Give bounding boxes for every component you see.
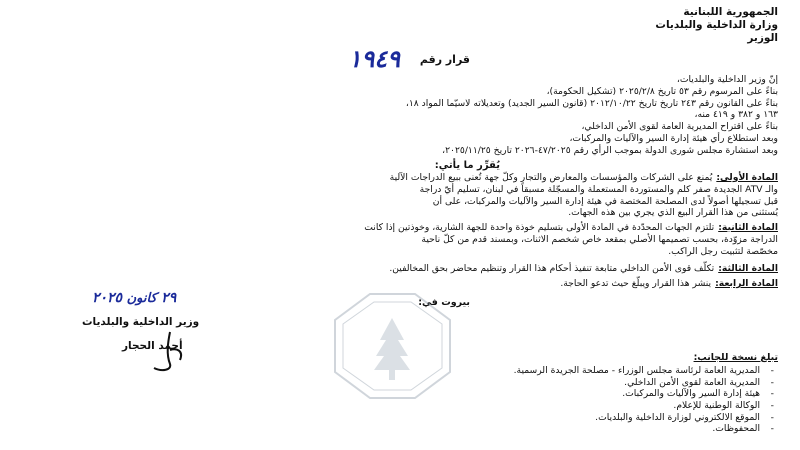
preamble-line: بناءً على المرسوم رقم ٥٣ تاريخ ٢٠٢٥/٢/٨ (تشكيل الحكومة)، <box>546 85 778 97</box>
article-line: مخصّصة لتثبيت رجل الراكب. <box>668 245 778 257</box>
preamble-line: وبعد استطلاع رأي هيئة إدارة السير والآليات والمركبات، <box>569 132 778 144</box>
list-item: - المحفوظات. <box>514 423 778 435</box>
article-label: المادة الثالثة: <box>718 263 778 274</box>
date-month: كانون <box>126 291 157 306</box>
article-line: والـ ATV الجديدة صفر كلم والمستوردة المستعملة والمسجّلة مسبقاً في لبنان، تسليم أيّ دراجة <box>419 183 778 195</box>
date-day: ٢٩ <box>161 290 177 306</box>
list-item: - الوكالة الوطنية للإعلام. <box>514 400 778 412</box>
handwritten-date <box>92 290 176 308</box>
article-line <box>18 263 778 275</box>
ministry-title: وزارة الداخلية والبلديات <box>655 19 778 32</box>
article-line <box>18 222 778 234</box>
article-label: المادة الثانية: <box>718 222 778 233</box>
article-line: قبل تسجيلها أصولاً لدى المصلحة المختصة في هيئة إدارة السير والآليات والمركبات، على أن <box>432 195 778 207</box>
place-label: بيروت في: <box>418 297 470 308</box>
list-item: - المديرية العامة لرئاسة مجلس الوزراء - مصلحة الجريدة الرسمية. <box>514 365 778 377</box>
article-label: المادة الأولى: <box>716 172 778 183</box>
decides-heading: يُقرِّر ما يأتي: <box>434 160 500 171</box>
decision-number: ١٩٤٩ <box>348 44 401 73</box>
article-1 <box>18 172 778 219</box>
article-3 <box>18 263 778 275</box>
article-text: تكلّف قوى الأمن الداخلي متابعة تنفيذ أحكام هذا القرار وتنظيم محاضر بحق المخالفين. <box>389 263 715 274</box>
copies-title: تبلغ نسخة للجانب: <box>693 352 778 363</box>
decision-label: قرار رقم <box>419 53 470 66</box>
preamble-line: وبعد استشارة مجلس شورى الدولة بموجب الرأي رقم ٤٧/٢٠٢٥-٢٠٢٦ تاريخ ٢٠٢٥/١١/٢٥، <box>442 144 778 156</box>
article-2 <box>18 222 778 257</box>
article-text: يُمنع على الشركات والمؤسسات والمعارض والتجار وكلّ جهة تُعنى ببيع الدراجات الآلية <box>389 172 713 183</box>
date-year: ٢٠٢٥ <box>92 290 123 306</box>
list-item: - الموقع الالكتروني لوزارة الداخلية والبلديات. <box>514 412 778 424</box>
minister-heading: الوزير <box>747 32 778 45</box>
list-item: - المديرية العامة لقوى الأمن الداخلي. <box>514 377 778 389</box>
article-text: تلتزم الجهات المحدّدة في المادة الأولى بتسليم خوذة واحدة للجهة الشارية، وخوذتين إذا كانت <box>364 222 715 233</box>
republic-title: الجمهورية اللبنانية <box>683 6 778 18</box>
article-line <box>18 278 778 290</box>
article-line <box>18 172 778 184</box>
minister-name: أحمد الحجار <box>122 340 183 352</box>
preamble-line: بناءً على القانون رقم ٢٤٣ تاريخ تاريخ ٢٠١٢/١٠/٢٢ (قانون السير الجديد) وتعديلاته لاسيّما المواد ١٨، <box>405 97 778 109</box>
minister-title: وزير الداخلية والبلديات <box>82 316 200 328</box>
document-header <box>655 6 778 45</box>
list-item: - هيئة إدارة السير والآليات والمركبات. <box>514 388 778 400</box>
article-label: المادة الرابعة: <box>715 278 778 289</box>
copies-list <box>514 365 778 435</box>
preamble-line: بناءً على اقتراح المديرية العامة لقوى الأمن الداخلي، <box>581 121 778 133</box>
ministry-seal-icon <box>330 290 455 402</box>
decision-heading <box>348 44 470 75</box>
article-4 <box>18 278 778 290</box>
article-line: الدراجة مزوّدة، بحسب تصميمها الأصلي بمقعد خاص شخصم الاثنات، وبمسند قدم من كلّ ناحية <box>421 233 778 245</box>
article-text: ينشر هذا القرار ويبلّغ حيث تدعو الحاجة. <box>560 278 712 289</box>
preamble-line: ١٦٣ و ٣٨٢ و ٤١٩ منه، <box>694 109 778 121</box>
article-line: يُستثنى من هذا القرار البيع الذي يجري بين هذه الجهات. <box>568 207 778 219</box>
preamble-line: إنّ وزير الداخلية والبلديات، <box>676 74 778 85</box>
preamble <box>18 74 778 156</box>
